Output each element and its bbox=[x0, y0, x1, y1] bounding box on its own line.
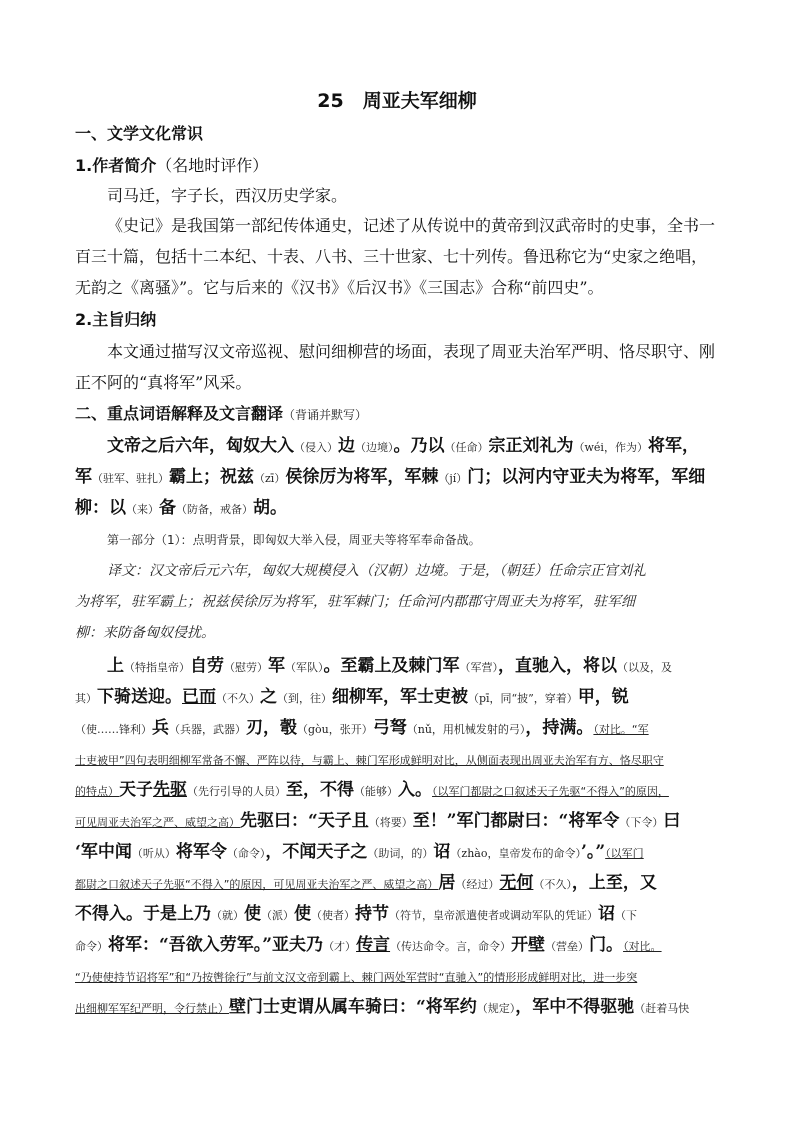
annotation-note: （以军门 bbox=[605, 847, 644, 860]
classical-text: 自劳 bbox=[190, 656, 224, 676]
classical-text: 。乃以 bbox=[393, 436, 445, 456]
gloss-note: （军队） bbox=[285, 661, 324, 674]
passage1-line-1 bbox=[107, 436, 725, 458]
classical-text: 弓弩 bbox=[372, 718, 407, 738]
classical-text: 将军令 bbox=[175, 842, 227, 862]
classical-text: 不得入。于是上乃 bbox=[75, 904, 211, 924]
gloss-note: （zhào，皇帝发布的命令） bbox=[450, 847, 581, 860]
gloss-note: （wéi，作为） bbox=[573, 441, 648, 454]
annotation-note: 出细柳军军纪严明，令行禁止） bbox=[75, 1002, 229, 1015]
gloss-note: （就） bbox=[211, 909, 244, 922]
part-note: 第一部分（1）：点明背景，即匈奴大举入侵，周亚夫等将军奉命备战。 bbox=[107, 533, 481, 547]
passage2-line-7 bbox=[75, 842, 725, 864]
theme-line-1: 本文通过描写汉文帝巡视、慰问细柳营的场面，表现了周亚夫治军严明、恪尽职守、刚 bbox=[107, 342, 716, 361]
classical-text: 已而 bbox=[182, 687, 216, 707]
classical-text: 边 bbox=[338, 436, 355, 456]
gloss-note: （使……锋利） bbox=[75, 723, 152, 736]
classical-text: 使 bbox=[294, 904, 311, 924]
gloss-note: （边境） bbox=[355, 441, 394, 454]
gloss-note: （使者） bbox=[311, 909, 355, 922]
gloss-note: 其） bbox=[75, 692, 97, 705]
gloss-note: （防备，戒备） bbox=[176, 503, 253, 516]
gloss-note: （规定） bbox=[476, 1002, 516, 1015]
gloss-note: （才） bbox=[323, 940, 357, 953]
classical-text: 门。 bbox=[589, 935, 624, 955]
classical-text: ’。” bbox=[580, 842, 606, 862]
annotation-note: （对比。“军 bbox=[593, 723, 649, 736]
gloss-note: （驻军、驻扎） bbox=[92, 472, 169, 485]
translation-line-3: 柳：来防备匈奴侵扰。 bbox=[75, 625, 215, 641]
classical-text: 持节 bbox=[355, 904, 389, 924]
gloss-note: （兵器，武器） bbox=[169, 723, 246, 736]
passage1-line-3 bbox=[75, 498, 725, 520]
passage2-line-6 bbox=[75, 811, 725, 833]
classical-text: 细柳军，军士吏被 bbox=[332, 687, 468, 707]
gloss-note: （下令） bbox=[619, 816, 664, 829]
classical-text: 。至霸上及棘门军 bbox=[323, 656, 460, 676]
gloss-note: （任命） bbox=[444, 441, 489, 454]
gloss-note: （下 bbox=[615, 909, 637, 922]
classical-text: 使 bbox=[244, 904, 261, 924]
gloss-note: （zī） bbox=[254, 472, 286, 485]
classical-text: 至！”军门都尉曰：“将军令 bbox=[412, 811, 620, 831]
annotation-note: “乃使使持节诏将军”和“乃按辔徐行”与前文汉文帝到霸上、棘门两处军营时“直驰入”的情形形成鲜明对比，进一步突 bbox=[75, 971, 638, 984]
gloss-note: （特指皇帝） bbox=[124, 661, 190, 674]
passage2-line-4 bbox=[75, 749, 725, 771]
author-line-3: 百三十篇，包括十二本纪、十表、八书、三十世家、七十列传。鲁迅称它为“史家之绝唱， bbox=[75, 247, 708, 266]
classical-text: 备 bbox=[159, 498, 176, 518]
gloss-note: （符节，皇帝派遣使者或调动军队的凭证） bbox=[389, 909, 598, 922]
classical-text: ，持满。 bbox=[525, 718, 594, 738]
classical-text: 宗正刘礼为 bbox=[488, 436, 574, 456]
gloss-note: （不久） bbox=[533, 878, 572, 891]
classical-text: 兵 bbox=[152, 718, 169, 738]
passage2-line-11 bbox=[75, 966, 725, 988]
passage2-line-12 bbox=[75, 997, 725, 1019]
passage1-line-2 bbox=[75, 467, 725, 489]
classical-text: ，军中不得驱驰 bbox=[515, 997, 635, 1017]
classical-text: 军 bbox=[268, 656, 285, 676]
theme-line-2: 正不阿的“真将军”风采。 bbox=[75, 373, 252, 392]
classical-text: 霸上；祝兹 bbox=[169, 467, 254, 487]
section-heading-vocabulary: 二、重点词语解释及文言翻译 bbox=[75, 404, 284, 423]
annotation-note: 的特点） bbox=[75, 785, 119, 798]
translation-line-1: 译文：汉文帝后元六年，匈奴大规模侵入（汉朝）边境。于是，（朝廷）任命宗正官刘礼 bbox=[107, 563, 646, 579]
classical-text: 文帝之后六年，匈奴大入 bbox=[107, 436, 294, 456]
passage2-line-3 bbox=[75, 718, 725, 740]
gloss-note: （来） bbox=[126, 503, 159, 516]
classical-text: 刃，彀 bbox=[246, 718, 297, 738]
classical-text: 诏 bbox=[598, 904, 615, 924]
classical-text: 开壁 bbox=[511, 935, 546, 955]
gloss-note: （命令） bbox=[226, 847, 266, 860]
classical-text: 壁门士吏谓从属车骑曰：“将军约 bbox=[229, 997, 477, 1017]
gloss-note: （能够） bbox=[354, 785, 398, 798]
classical-text: 柳：以 bbox=[75, 498, 126, 518]
annotation-note: 士吏被甲”四句表明细柳军常备不懈、严阵以待，与霸上、棘门军形成鲜明对比，从侧面表现出周亚夫治军有方、恪尽职守 bbox=[75, 754, 664, 767]
gloss-note: （传达命令。言，命令） bbox=[390, 940, 512, 953]
theme-heading: 2.主旨归纳 bbox=[75, 310, 157, 329]
classical-text: ，直驰入，将以 bbox=[498, 656, 617, 676]
author-line-2: 《史记》是我国第一部纪传体通史，记述了从传说中的黄帝到汉武帝时的史事，全书一 bbox=[107, 216, 716, 235]
section-heading-vocabulary-line bbox=[75, 404, 725, 425]
passage2-line-10 bbox=[75, 935, 725, 957]
author-heading-line bbox=[75, 156, 725, 176]
classical-text: 无何 bbox=[499, 873, 534, 893]
author-line-1: 司马迁，字子长，西汉历史学家。 bbox=[107, 186, 348, 205]
annotation-note: 都尉之口叙述天子先驱“不得入”的原因，可见周亚夫治军之严、威望之高） bbox=[75, 878, 439, 891]
classical-text: 下骑送迎。 bbox=[97, 687, 182, 707]
classical-text: 天子 bbox=[119, 780, 153, 800]
gloss-note: （不久） bbox=[216, 692, 260, 705]
classical-text: ，上至，又 bbox=[571, 873, 657, 893]
classical-text: 胡。 bbox=[253, 498, 287, 518]
passage2-line-9 bbox=[75, 904, 725, 926]
gloss-note: （助词，的） bbox=[367, 847, 434, 860]
gloss-note: （先行引导的人员） bbox=[187, 785, 286, 798]
classical-text: 将军：“吾欲入劳军。”亚夫乃 bbox=[108, 935, 324, 955]
classical-text: 上 bbox=[107, 656, 124, 676]
gloss-note: （经过） bbox=[455, 878, 500, 891]
gloss-note: 命令） bbox=[75, 940, 108, 953]
classical-text: ‘军中闻 bbox=[75, 842, 132, 862]
author-heading: 1.作者简介 bbox=[75, 156, 157, 175]
classical-text: 将军， bbox=[647, 436, 699, 456]
gloss-note: （将要） bbox=[368, 816, 413, 829]
classical-text: 之 bbox=[260, 687, 277, 707]
classical-text: 曰 bbox=[663, 811, 681, 831]
classical-text: 传言 bbox=[356, 935, 391, 955]
annotation-note: 可见周亚夫治军之严、威望之高） bbox=[75, 816, 240, 829]
classical-text: 先驱 bbox=[153, 780, 187, 800]
annotation-note: （以军门都尉之口叙述天子先驱“不得入”的原因， bbox=[432, 785, 669, 798]
translation-line-2: 为将军，驻军霸上；祝兹侯徐厉为将军，驻军棘门；任命河内郡郡守周亚夫为将军，驻军细 bbox=[75, 594, 635, 610]
passage2-line-8 bbox=[75, 873, 725, 895]
passage2-line-5 bbox=[75, 780, 725, 802]
author-line-4: 无韵之《离骚》”。它与后来的《汉书》《后汉书》《三国志》合称“前四史”。 bbox=[75, 278, 604, 297]
page-title: 25 周亚夫军细柳 bbox=[317, 90, 477, 112]
gloss-note: （pī，同“披”，穿着） bbox=[468, 692, 578, 705]
classical-text: 诏 bbox=[433, 842, 451, 862]
section-heading-literary-knowledge: 一、文学文化常识 bbox=[75, 124, 204, 143]
classical-text: 至，不得 bbox=[286, 780, 354, 800]
classical-text: 居 bbox=[438, 873, 456, 893]
author-heading-tag: （名地时评作） bbox=[156, 156, 269, 175]
classical-text: 门；以河内守亚夫为将军，军细 bbox=[467, 467, 706, 487]
gloss-note: （听从） bbox=[131, 847, 176, 860]
gloss-note: （派） bbox=[261, 909, 294, 922]
classical-text: 侯徐厉为将军，军棘 bbox=[285, 467, 439, 487]
annotation-note: （对比。 bbox=[623, 940, 662, 953]
classical-text: 先驱曰：“天子且 bbox=[240, 811, 369, 831]
gloss-note: （以及，及 bbox=[617, 661, 672, 674]
gloss-note: （到，往） bbox=[277, 692, 332, 705]
gloss-note: （营垒） bbox=[545, 940, 590, 953]
classical-text: 甲，锐 bbox=[577, 687, 629, 707]
gloss-note: （侵入） bbox=[294, 441, 338, 454]
gloss-note: （军营） bbox=[459, 661, 498, 674]
gloss-note: （慰劳） bbox=[224, 661, 268, 674]
passage2-line-2 bbox=[75, 687, 725, 709]
gloss-note: （gòu，张开） bbox=[297, 723, 373, 736]
classical-text: ，不闻天子之 bbox=[265, 842, 368, 862]
classical-text: 入。 bbox=[398, 780, 432, 800]
passage2-line-1 bbox=[107, 656, 725, 678]
gloss-note: （赶着马快 bbox=[634, 1002, 690, 1015]
gloss-note: （nǔ，用机械发射的弓） bbox=[406, 723, 526, 736]
classical-text: 军 bbox=[75, 467, 92, 487]
gloss-note: （jí） bbox=[438, 472, 468, 485]
section-heading-vocabulary-tag: （背诵并默写） bbox=[283, 408, 368, 422]
